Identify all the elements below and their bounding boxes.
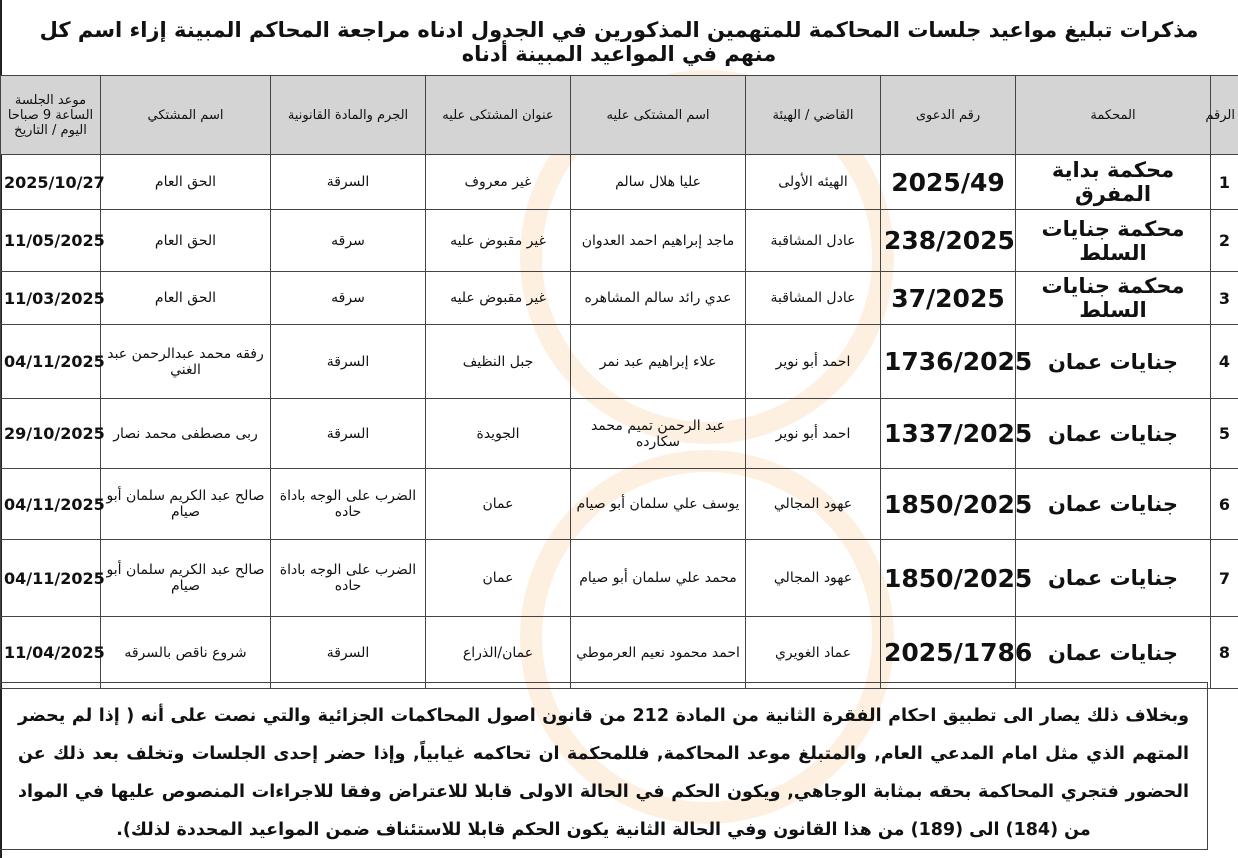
cell-crime: سرقه (271, 272, 426, 325)
cell-address: عمان (426, 469, 571, 540)
cell-complainant: رفقه محمد عبدالرحمن عبد الغني (101, 325, 271, 399)
cell-complainant: الحق العام (101, 272, 271, 325)
cell-judge: عهود المجالي (746, 540, 881, 617)
cell-court: محكمة جنايات السلط (1016, 272, 1211, 325)
table-row (1, 210, 1238, 272)
cell-accused: عليا هلال سالم (571, 155, 746, 210)
cell-case: 2025/49 (881, 155, 1016, 210)
cell-complainant: شروع ناقص بالسرقه (101, 617, 271, 689)
cell-accused: محمد علي سلمان أبو صيام (571, 540, 746, 617)
cell-complainant: الحق العام (101, 210, 271, 272)
cell-case: 1850/2025 (881, 469, 1016, 540)
header-court: المحكمة (1016, 76, 1211, 155)
cell-accused: احمد محمود نعيم العرموطي (571, 617, 746, 689)
cell-court: جنايات عمان (1016, 399, 1211, 469)
table-row (1, 399, 1238, 469)
cell-court: محكمة بداية المفرق (1016, 155, 1211, 210)
header-address: عنوان المشتكى عليه (426, 76, 571, 155)
cell-complainant: صالح عبد الكريم سلمان أبو صيام (101, 469, 271, 540)
cell-complainant: الحق العام (101, 155, 271, 210)
header-no: الرقم (1211, 76, 1238, 155)
cell-address: غير معروف (426, 155, 571, 210)
cell-accused: يوسف علي سلمان أبو صيام (571, 469, 746, 540)
header-judge: القاضي / الهيئة (746, 76, 881, 155)
header-case: رقم الدعوى (881, 76, 1016, 155)
cell-crime: السرقة (271, 325, 426, 399)
cell-address: غير مقبوض عليه (426, 210, 571, 272)
cell-case: 1337/2025 (881, 399, 1016, 469)
table-header-row (1, 76, 1238, 155)
cell-no: 7 (1211, 540, 1238, 617)
cell-judge: عادل المشاقبة (746, 210, 881, 272)
cell-address: جبل النظيف (426, 325, 571, 399)
cell-crime: الضرب على الوجه باداة حاده (271, 540, 426, 617)
cell-no: 3 (1211, 272, 1238, 325)
cell-crime: الضرب على الوجه باداة حاده (271, 469, 426, 540)
table-row (1, 272, 1238, 325)
header-crime: الجرم والمادة القانونية (271, 76, 426, 155)
cell-complainant: صالح عبد الكريم سلمان أبو صيام (101, 540, 271, 617)
cell-no: 4 (1211, 325, 1238, 399)
cell-crime: سرقه (271, 210, 426, 272)
table-row (1, 617, 1238, 689)
cell-date: 04/11/2025 (1, 540, 101, 617)
cell-date: 04/11/2025 (1, 325, 101, 399)
cell-address: عمان (426, 540, 571, 617)
cell-date: 11/03/2025 (1, 272, 101, 325)
cell-no: 8 (1211, 617, 1238, 689)
cell-court: محكمة جنايات السلط (1016, 210, 1211, 272)
hearings-table (0, 75, 1238, 689)
cell-court: جنايات عمان (1016, 540, 1211, 617)
cell-crime: السرقة (271, 155, 426, 210)
cell-date: 11/05/2025 (1, 210, 101, 272)
cell-complainant: ربى مصطفى محمد نصار (101, 399, 271, 469)
cell-case: 238/2025 (881, 210, 1016, 272)
cell-address: غير مقبوض عليه (426, 272, 571, 325)
cell-address: الجويدة (426, 399, 571, 469)
cell-date: 29/10/2025 (1, 399, 101, 469)
table-row (1, 469, 1238, 540)
cell-case: 2025/1786 (881, 617, 1016, 689)
cell-no: 5 (1211, 399, 1238, 469)
cell-judge: الهيئه الأولى (746, 155, 881, 210)
cell-no: 6 (1211, 469, 1238, 540)
cell-no: 2 (1211, 210, 1238, 272)
header-complainant: اسم المشتكي (101, 76, 271, 155)
cell-judge: احمد أبو نوير (746, 399, 881, 469)
cell-judge: عهود المجالي (746, 469, 881, 540)
cell-accused: عدي رائد سالم المشاهره (571, 272, 746, 325)
page-title: مذكرات تبليغ مواعيد جلسات المحاكمة للمتهمين المذكورين في الجدول ادناه مراجعة المحاكم المبينة إزاء اسم كل منهم في المواعيد المبينة أدناه (39, 18, 1199, 66)
cell-date: 2025/10/27 (1, 155, 101, 210)
cell-case: 37/2025 (881, 272, 1016, 325)
cell-no: 1 (1211, 155, 1238, 210)
cell-crime: السرقة (271, 617, 426, 689)
cell-accused: ماجد إبراهيم احمد العدوان (571, 210, 746, 272)
header-accused: اسم المشتكى عليه (571, 76, 746, 155)
table-row (1, 540, 1238, 617)
cell-date: 11/04/2025 (1, 617, 101, 689)
header-date: موعد الجلسة الساعة 9 صباحا اليوم / التاريخ (1, 76, 101, 155)
cell-crime: السرقة (271, 399, 426, 469)
cell-case: 1736/2025 (881, 325, 1016, 399)
cell-court: جنايات عمان (1016, 617, 1211, 689)
cell-judge: عماد الغويري (746, 617, 881, 689)
cell-judge: احمد أبو نوير (746, 325, 881, 399)
legal-notice: وبخلاف ذلك يصار الى تطبيق احكام الفقرة الثانية من المادة 212 من قانون اصول المحاكمات الجزائية والتي نصت على أنه ( إذا لم يحضر المتهم الذي مثل امام المدعي العام, والمتبلغ موعد المحاكمة, فللمحكمة ان تحاكمه غيابياً, وإذا حضر إحدى الجلسات وتخلف بعد ذلك عن الحضور فتجري المحاكمة بحقه بمثابة الوجاهي, ويكون الحكم في الحالة الاولى قابلا للاعتراض وفقا للاجراءات المنصوص عليها في المواد من (184) الى (189) من هذا القانون وفي الحالة الثانية يكون الحكم قابلا للاستئناف ضمن المواعيد المحددة لذلك). (0, 682, 1208, 850)
cell-court: جنايات عمان (1016, 469, 1211, 540)
cell-court: جنايات عمان (1016, 325, 1211, 399)
cell-judge: عادل المشاقبة (746, 272, 881, 325)
cell-address: عمان/الذراع (426, 617, 571, 689)
table-row (1, 155, 1238, 210)
cell-accused: عبد الرحمن تميم محمد سكارده (571, 399, 746, 469)
cell-accused: علاء إبراهيم عبد نمر (571, 325, 746, 399)
cell-date: 04/11/2025 (1, 469, 101, 540)
table-row (1, 325, 1238, 399)
cell-case: 1850/2025 (881, 540, 1016, 617)
